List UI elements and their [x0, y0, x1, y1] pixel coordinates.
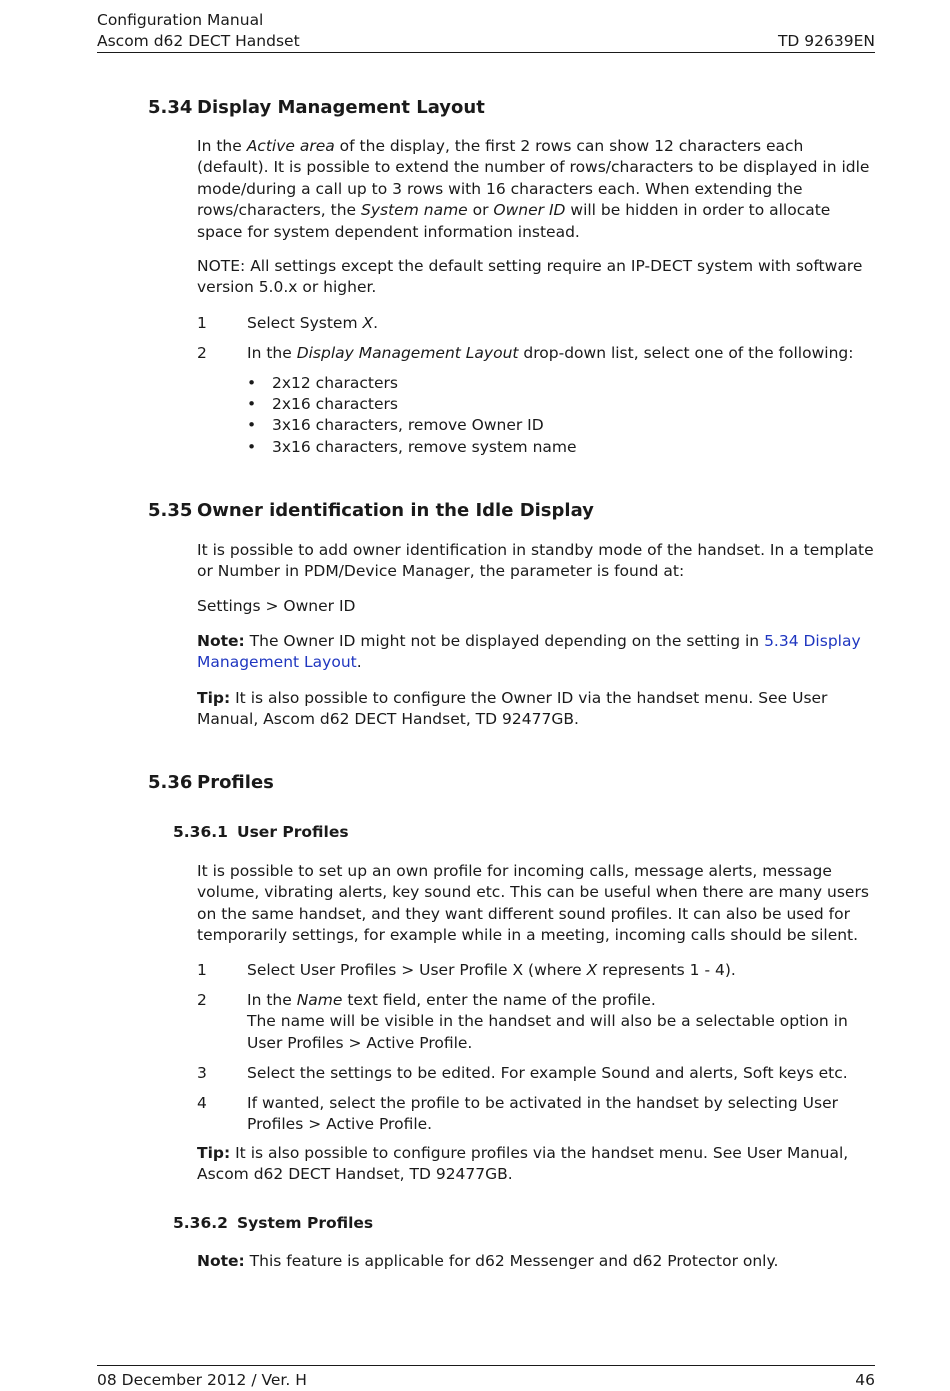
step-text: Select the settings to be edited. For example Sound and alerts, Soft keys etc. — [247, 1064, 848, 1082]
section-title: Owner identification in the Idle Display — [197, 500, 594, 521]
running-header — [97, 10, 300, 52]
text-run: Select System — [247, 314, 363, 332]
text-run: represents 1 - 4). — [597, 961, 736, 979]
step-text — [247, 343, 875, 364]
text-run: In the — [197, 137, 247, 155]
text-run: It is also possible to configure the Owner ID via the handset menu. See User Manual, Ascom d62 DECT Handset, TD 92477GB. — [197, 689, 828, 729]
text-run: . — [356, 653, 362, 672]
term-owner-id: Owner ID — [493, 201, 566, 220]
step-text: If wanted, select the profile to be activated in the handset by selecting User Profiles > Active Profile. — [247, 1094, 838, 1134]
section-heading-5-36 — [148, 771, 274, 795]
section-heading-5-34 — [148, 96, 485, 120]
subsection-number: 5.36.1 — [173, 823, 228, 841]
option-label: 3x16 characters, remove Owner ID — [272, 416, 544, 434]
list-item — [247, 394, 647, 416]
bullet-icon: • — [247, 374, 257, 392]
option-label: 2x16 characters — [272, 395, 398, 413]
subsection-number: 5.36.2 — [173, 1214, 228, 1232]
step-number: 4 — [197, 1094, 207, 1112]
tip-label: Tip: — [197, 1144, 231, 1162]
list-item — [247, 373, 647, 395]
section-title: Profiles — [197, 772, 274, 793]
tip-profiles — [197, 1143, 875, 1186]
term-display-management-layout: Display Management Layout — [296, 344, 519, 362]
note-label: Note: — [197, 632, 245, 650]
step-3 — [197, 1063, 875, 1085]
subsection-title: System Profiles — [237, 1214, 374, 1232]
text-run: This feature is applicable for d62 Messenger and d62 Protector only. — [244, 1252, 779, 1270]
note-owner-id — [197, 631, 875, 674]
section-heading-5-35 — [148, 499, 594, 523]
footer-date-version: 08 December 2012 / Ver. H — [97, 1371, 307, 1389]
step-1 — [197, 960, 875, 982]
text-run: In the — [247, 991, 297, 1009]
section-number: 5.36 — [148, 772, 193, 793]
paragraph-active-area — [197, 136, 875, 243]
footer-rule — [97, 1365, 875, 1366]
settings-path: Settings > Owner ID — [197, 597, 356, 615]
step-2 — [197, 990, 875, 1056]
section-title: Display Management Layout — [197, 97, 485, 118]
bullet-icon: • — [247, 395, 257, 413]
tip-owner-id — [197, 688, 875, 731]
step-number: 2 — [197, 344, 207, 362]
step-text — [247, 990, 875, 1054]
step-text — [247, 960, 875, 981]
section-number: 5.35 — [148, 500, 193, 521]
step-number: 1 — [197, 314, 207, 332]
section-number: 5.34 — [148, 97, 193, 118]
text-run: In the — [247, 344, 297, 362]
term-x: X — [586, 961, 598, 979]
bullet-icon: • — [247, 438, 257, 456]
step-number: 1 — [197, 961, 207, 979]
term-system-name: System name — [361, 201, 468, 220]
header-rule — [97, 52, 875, 53]
header-manual-title: Configuration Manual — [97, 11, 264, 29]
text-run: text field, enter the name of the profile. — [342, 991, 656, 1009]
subsection-heading-5-36-1 — [173, 822, 349, 843]
step-number: 2 — [197, 991, 207, 1009]
step-number: 3 — [197, 1064, 207, 1082]
step-1 — [197, 313, 875, 335]
text-run: The Owner ID might not be displayed depending on the setting in — [244, 632, 765, 650]
text-run: Select User Profiles > User Profile X (where — [247, 961, 587, 979]
option-label: 3x16 characters, remove system name — [272, 438, 577, 456]
header-doc-id: TD 92639EN — [777, 32, 875, 50]
term-active-area: Active area — [246, 137, 335, 155]
subsection-heading-5-36-2 — [173, 1213, 373, 1234]
step-2 — [197, 343, 875, 365]
list-item — [247, 437, 647, 459]
text-run: of the display, the first 2 rows can show 12 characters each (default). It is possible to extend the number of rows/characters to be displayed in idle mode/during a call up to 3 rows with 16 characters each. When extending the rows/characters, the — [197, 137, 870, 220]
term-name: Name — [296, 991, 343, 1009]
text-run: . — [373, 314, 379, 332]
subsection-title: User Profiles — [237, 823, 349, 841]
text-run: It is also possible to configure profiles via the handset menu. See User Manual, Ascom d62 DECT Handset, TD 92477GB. — [197, 1144, 849, 1184]
bullet-icon: • — [247, 416, 257, 434]
term-x: X — [362, 314, 374, 332]
text-run: or — [467, 201, 494, 220]
list-item — [247, 415, 647, 437]
step-4 — [197, 1093, 875, 1137]
page-number: 46 — [855, 1371, 875, 1389]
step-text — [247, 313, 875, 334]
text-run: drop-down list, select one of the following: — [518, 344, 854, 362]
cross-reference-link[interactable]: 5.34 Display Management Layout — [197, 632, 861, 672]
paragraph-note-software: NOTE: All settings except the default setting require an IP-DECT system with software version 5.0.x or higher. — [197, 257, 863, 297]
text-run: The name will be visible in the handset and will also be a selectable option in User Profiles > Active Profile. — [247, 1012, 848, 1052]
text-run: will be hidden in order to allocate space for system dependent information instead. — [197, 201, 831, 241]
tip-label: Tip: — [197, 689, 231, 707]
paragraph-owner-id: It is possible to add owner identification in standby mode of the handset. In a template or Number in PDM/Device Manager, the parameter is found at: — [197, 541, 874, 581]
paragraph-user-profiles: It is possible to set up an own profile for incoming calls, message alerts, message volume, vibrating alerts, key sound etc. This can be useful when there are many users on the same handset, and they want different sound profiles. It can also be used for temporarily settings, for example while in a meeting, incoming calls should be silent. — [197, 862, 869, 945]
option-label: 2x12 characters — [272, 374, 398, 392]
note-label: Note: — [197, 1252, 245, 1270]
header-product-name: Ascom d62 DECT Handset — [97, 32, 300, 50]
note-system-profiles — [197, 1251, 875, 1272]
